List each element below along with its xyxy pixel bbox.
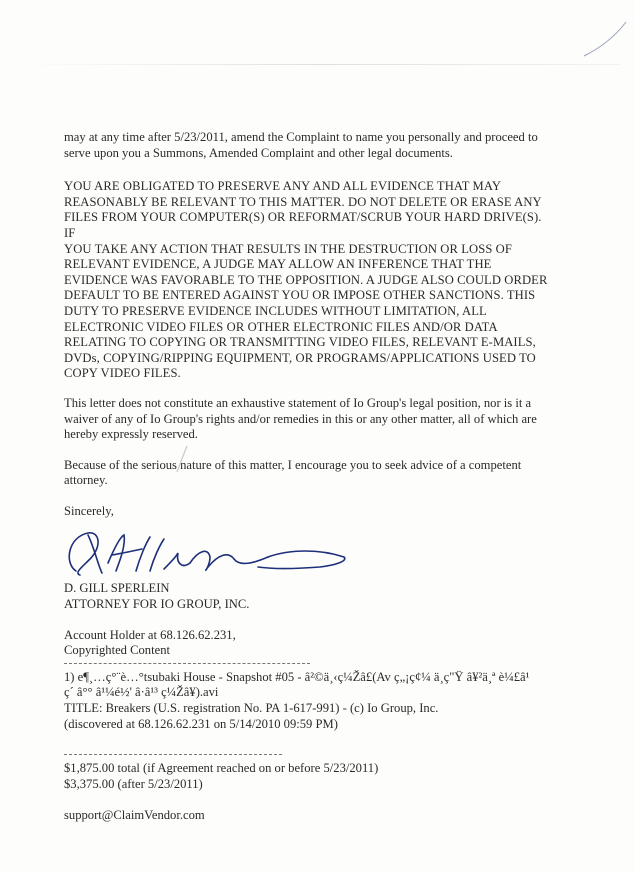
amount-before-deadline: $1,875.00 total (if Agreement reached on or before 5/23/2011): [64, 761, 379, 776]
notice-line: DEFAULT TO BE ENTERED AGAINST YOU OR IMPOSE OTHER SANCTIONS. THIS: [64, 288, 536, 303]
letter-body: [64, 130, 554, 824]
notice-line: RELATING TO COPYING OR TRANSMITTING VIDEO FILES, RELEVANT E-MAILS,: [64, 335, 536, 350]
dashed-divider: [64, 754, 282, 755]
notice-line: FILES FROM YOUR COMPUTER(S) OR REFORMAT/SCRUB YOUR HARD DRIVE(S). IF: [64, 210, 542, 240]
handwritten-signature: [64, 523, 364, 581]
evidence-preservation-notice: [64, 179, 554, 382]
notice-line: RELEVANT EVIDENCE, A JUDGE MAY ALLOW AN INFERENCE THAT THE: [64, 257, 492, 272]
settlement-amounts: [64, 761, 554, 792]
infringement-item: [64, 670, 554, 732]
scan-artifact-line: [20, 64, 620, 65]
dashed-divider: [64, 663, 310, 664]
support-email[interactable]: support@ClaimVendor.com: [64, 808, 205, 823]
notice-line: YOU TAKE ANY ACTION THAT RESULTS IN THE DESTRUCTION OR LOSS OF: [64, 241, 512, 256]
item-discovered: (discovered at 68.126.62.231 on 5/14/2010 09:59 PM): [64, 716, 338, 731]
notice-line: COPY VIDEO FILES.: [64, 366, 181, 381]
signer-title: ATTORNEY FOR IO GROUP, INC.: [64, 597, 250, 612]
copyrighted-content-label: Copyrighted Content: [64, 643, 170, 658]
advice-paragraph: Because of the serious nature of this matter, I encourage you to seek advice of a competent attorney.: [64, 457, 522, 488]
notice-line: EVIDENCE WAS FAVORABLE TO THE OPPOSITION. A JUDGE ALSO COULD ORDER: [64, 272, 548, 287]
notice-line: ELECTRONIC VIDEO FILES OR OTHER ELECTRONIC FILES AND/OR DATA: [64, 319, 498, 334]
notice-line: DUTY TO PRESERVE EVIDENCE INCLUDES WITHOUT LIMITATION, ALL: [64, 303, 487, 318]
pen-stroke-mark: [580, 18, 630, 58]
account-holder: Account Holder at 68.126.62.231,: [64, 627, 236, 642]
amount-after-deadline: $3,375.00 (after 5/23/2011): [64, 776, 203, 791]
account-block: [64, 628, 554, 659]
sender-block: [64, 581, 554, 612]
scan-smudge-mark: [175, 444, 189, 474]
notice-line: YOU ARE OBLIGATED TO PRESERVE ANY AND ALL EVIDENCE THAT MAY: [64, 179, 502, 194]
closing-salutation: Sincerely,: [64, 503, 114, 518]
notice-line: DVDs, COPYING/RIPPING EQUIPMENT, OR PROGRAMS/APPLICATIONS USED TO: [64, 350, 536, 365]
complaint-paragraph: may at any time after 5/23/2011, amend the Complaint to name you personally and proceed to serve upon you a Summons, Amended Complaint and other legal documents.: [64, 130, 538, 160]
signer-name: D. GILL SPERLEIN: [64, 581, 170, 596]
reservation-paragraph: This letter does not constitute an exhaustive statement of Io Group's legal position, nor is it a waiver of any of Io Group's rights and/or remedies in this or any other matter, all of which are hereby expressly reserved.: [64, 395, 537, 442]
item-filename-line: ç´ â°° â¹¼é½' â·â¹³ ç¼Žâ¥).avi: [64, 685, 219, 700]
item-title: TITLE: Breakers (U.S. registration No. PA 1-617-991) - (c) Io Group, Inc.: [64, 701, 439, 716]
notice-line: REASONABLY BE RELEVANT TO THIS MATTER. DO NOT DELETE OR ERASE ANY: [64, 194, 542, 209]
item-filename-line: 1) e¶¸…ç°¨è…°tsubaki House - Snapshot #05 - â²©ä¸‹ç¼Žâ£(Av ç„¡ç¢¼ ä¸ç"Ÿ â¥²ä¸ª è¼£â¹: [64, 669, 530, 684]
